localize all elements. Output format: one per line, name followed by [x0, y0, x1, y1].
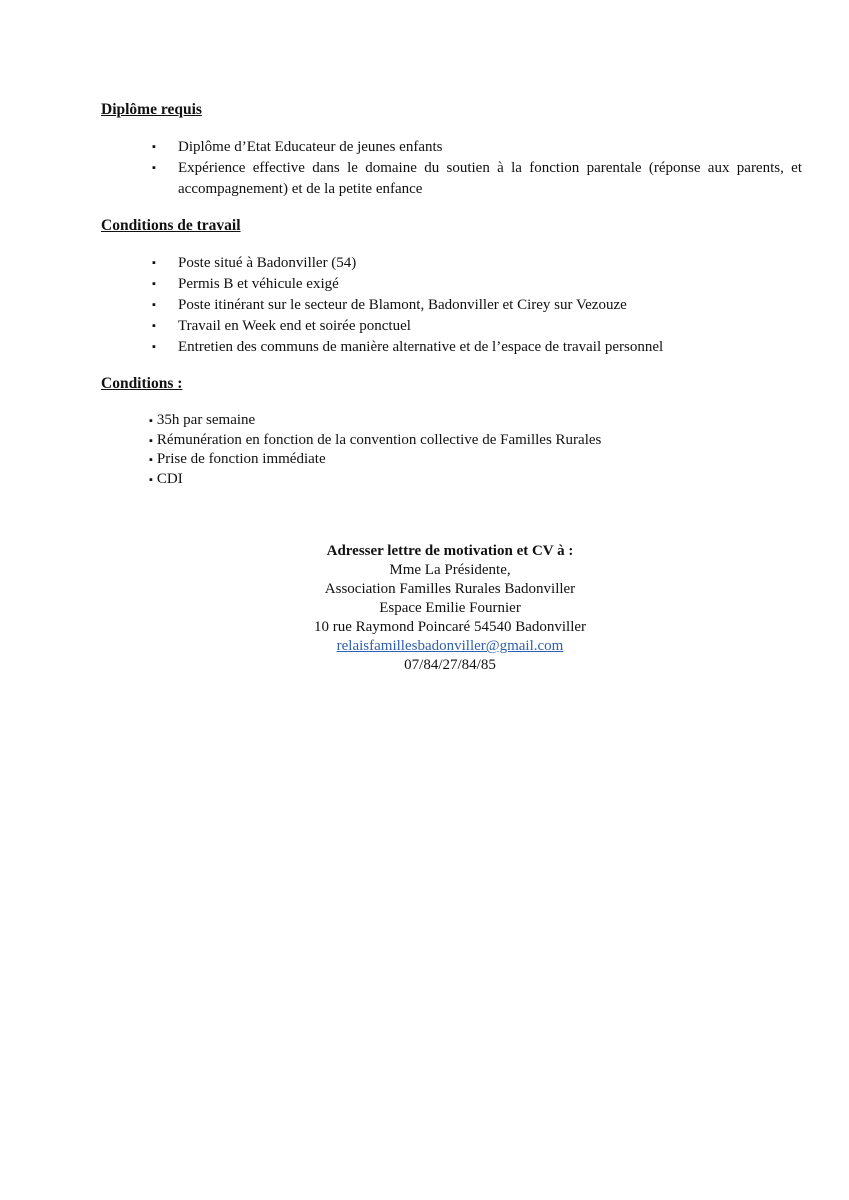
list-item: [152, 274, 802, 295]
section-heading-diplome-text: Diplôme requis: [101, 101, 202, 118]
bullet-icon: ▪: [149, 434, 153, 447]
list-item-text: 35h par semaine: [156, 412, 256, 428]
bullet-icon: ▪: [152, 320, 156, 332]
contact-recipient: Mme La Présidente,: [389, 562, 511, 578]
section-heading-diplome: [101, 101, 202, 119]
list-item-text: Rémunération en fonction de la convention collective de Familles Rurales: [156, 431, 602, 448]
contact-email-link[interactable]: relaisfamillesbadonviller@gmail.com: [336, 638, 564, 654]
list-item: [149, 411, 749, 431]
contact-phone: 07/84/27/84/85: [404, 657, 496, 673]
bullet-icon: ▪: [152, 141, 156, 153]
contact-place: Espace Emilie Fournier: [379, 600, 521, 616]
list-item-text: Travail en Week end et soirée ponctuel: [178, 318, 411, 334]
section-heading-conditions-travail-text: Conditions de travail: [101, 217, 241, 234]
list-item: [149, 450, 749, 470]
bullet-icon: ▪: [152, 162, 156, 174]
list-item-text: CDI: [156, 470, 183, 487]
list-item-text: Permis B et véhicule exigé: [178, 276, 339, 292]
list-item-text: Poste situé à Badonviller (54): [178, 255, 357, 271]
contact-association: Association Familles Rurales Badonviller: [324, 581, 576, 597]
bullet-icon: ▪: [149, 454, 153, 466]
bullet-icon: ▪: [152, 341, 156, 353]
list-item-text: Prise de fonction immédiate: [156, 451, 326, 467]
list-item: [152, 337, 802, 358]
bullet-icon: ▪: [149, 473, 153, 486]
contact-title: Adresser lettre de motivation et CV à :: [326, 543, 574, 559]
list-item: [152, 253, 802, 274]
bullet-icon: ▪: [152, 299, 156, 311]
diplome-list: [152, 137, 802, 200]
section-heading-conditions-travail: [101, 217, 241, 235]
conditions-travail-list: [152, 253, 802, 358]
list-item: [152, 295, 802, 316]
section-heading-conditions: [101, 375, 182, 393]
contact-address: 10 rue Raymond Poincaré 54540 Badonviller: [313, 619, 587, 635]
section-heading-conditions-suffix: :: [173, 375, 183, 392]
section-heading-conditions-text: Conditions: [101, 375, 174, 392]
list-item-text: Poste itinérant sur le secteur de Blamont, Badonviller et Cirey sur Vezouze: [178, 297, 627, 313]
list-item: [152, 316, 802, 337]
list-item: [149, 431, 749, 451]
list-item-text: Diplôme d’Etat Educateur de jeunes enfants: [178, 139, 443, 155]
bullet-icon: ▪: [149, 415, 153, 427]
list-item-text: Expérience effective dans le domaine du soutien à la fonction parentale (réponse aux parents, et accompagnement) et de la petite enfance: [178, 160, 802, 197]
list-item: [152, 137, 802, 158]
list-item-text: Entretien des communs de manière alternative et de l’espace de travail personnel: [178, 339, 664, 355]
conditions-list: [149, 411, 749, 489]
list-item: [152, 158, 802, 200]
bullet-icon: ▪: [152, 278, 156, 290]
contact-block: [200, 542, 700, 675]
list-item: [149, 470, 749, 490]
bullet-icon: ▪: [152, 257, 156, 269]
